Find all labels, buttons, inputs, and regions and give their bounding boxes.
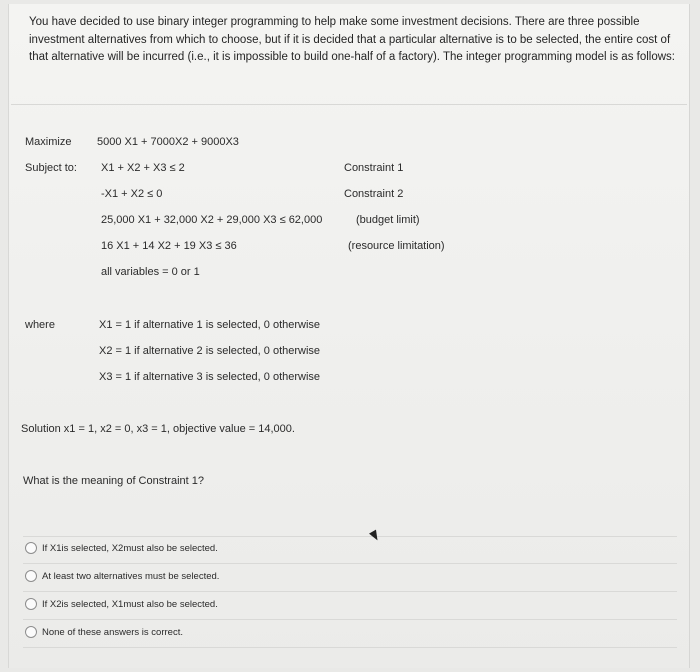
answer-option-2[interactable] xyxy=(23,567,219,585)
constraint-4-expr: 16 X1 + 14 X2 + 19 X3 ≤ 36 xyxy=(101,240,237,252)
subject-to-label: Subject to: xyxy=(25,162,77,174)
constraint-1-note: Constraint 1 xyxy=(344,162,404,174)
constraint-2-expr: -X1 + X2 ≤ 0 xyxy=(101,188,163,200)
constraint-2-note: Constraint 2 xyxy=(344,188,404,200)
divider xyxy=(23,536,677,537)
mouse-cursor-icon xyxy=(369,530,381,543)
intro-text: You have decided to use binary integer programming to help make some investment decisions. There are three possible investment alternatives from which to choose, but if it is decided that a particular alternative is to be selected, the entire cost of that alternative will be incurred (i.e., it is impossible to build one-half of a factory). The integer programming model is as follows: xyxy=(29,16,675,63)
definition-x3: X3 = 1 if alternative 3 is selected, 0 otherwise xyxy=(99,371,321,383)
question-page xyxy=(8,4,690,668)
answer-option-label: At least two alternatives must be selected. xyxy=(42,570,220,582)
divider xyxy=(23,647,677,648)
answer-option-label: If X2is selected, X1must also be selected. xyxy=(42,598,218,610)
divider xyxy=(23,563,677,564)
maximize-label: Maximize xyxy=(25,136,72,148)
definition-x2: X2 = 1 if alternative 2 is selected, 0 otherwise xyxy=(99,345,321,357)
constraint-3-note: (budget limit) xyxy=(356,214,420,226)
definition-x1: X1 = 1 if alternative 1 is selected, 0 otherwise xyxy=(99,319,321,331)
answer-option-label: None of these answers is correct. xyxy=(42,626,183,638)
radio-button[interactable] xyxy=(25,598,37,610)
divider xyxy=(23,591,677,592)
radio-button[interactable] xyxy=(25,542,37,554)
intro-box xyxy=(11,4,687,105)
constraint-3-expr: 25,000 X1 + 32,000 X2 + 29,000 X3 ≤ 62,000 xyxy=(101,214,323,226)
divider xyxy=(23,619,677,620)
where-label: where xyxy=(25,319,55,331)
objective-function: 5000 X1 + 7000X2 + 9000X3 xyxy=(97,136,239,148)
constraint-1-expr: X1 + X2 + X3 ≤ 2 xyxy=(101,162,185,174)
radio-button[interactable] xyxy=(25,570,37,582)
solution-text: Solution x1 = 1, x2 = 0, x3 = 1, objective value = 14,000. xyxy=(21,423,295,435)
answer-option-label: If X1is selected, X2must also be selected. xyxy=(42,542,218,554)
radio-button[interactable] xyxy=(25,626,37,638)
constraint-4-note: (resource limitation) xyxy=(348,240,445,252)
answer-option-3[interactable] xyxy=(23,595,218,613)
answer-option-1[interactable] xyxy=(23,539,218,557)
constraint-5-expr: all variables = 0 or 1 xyxy=(101,266,200,278)
question-text: What is the meaning of Constraint 1? xyxy=(23,475,204,487)
answer-option-4[interactable] xyxy=(23,623,183,641)
